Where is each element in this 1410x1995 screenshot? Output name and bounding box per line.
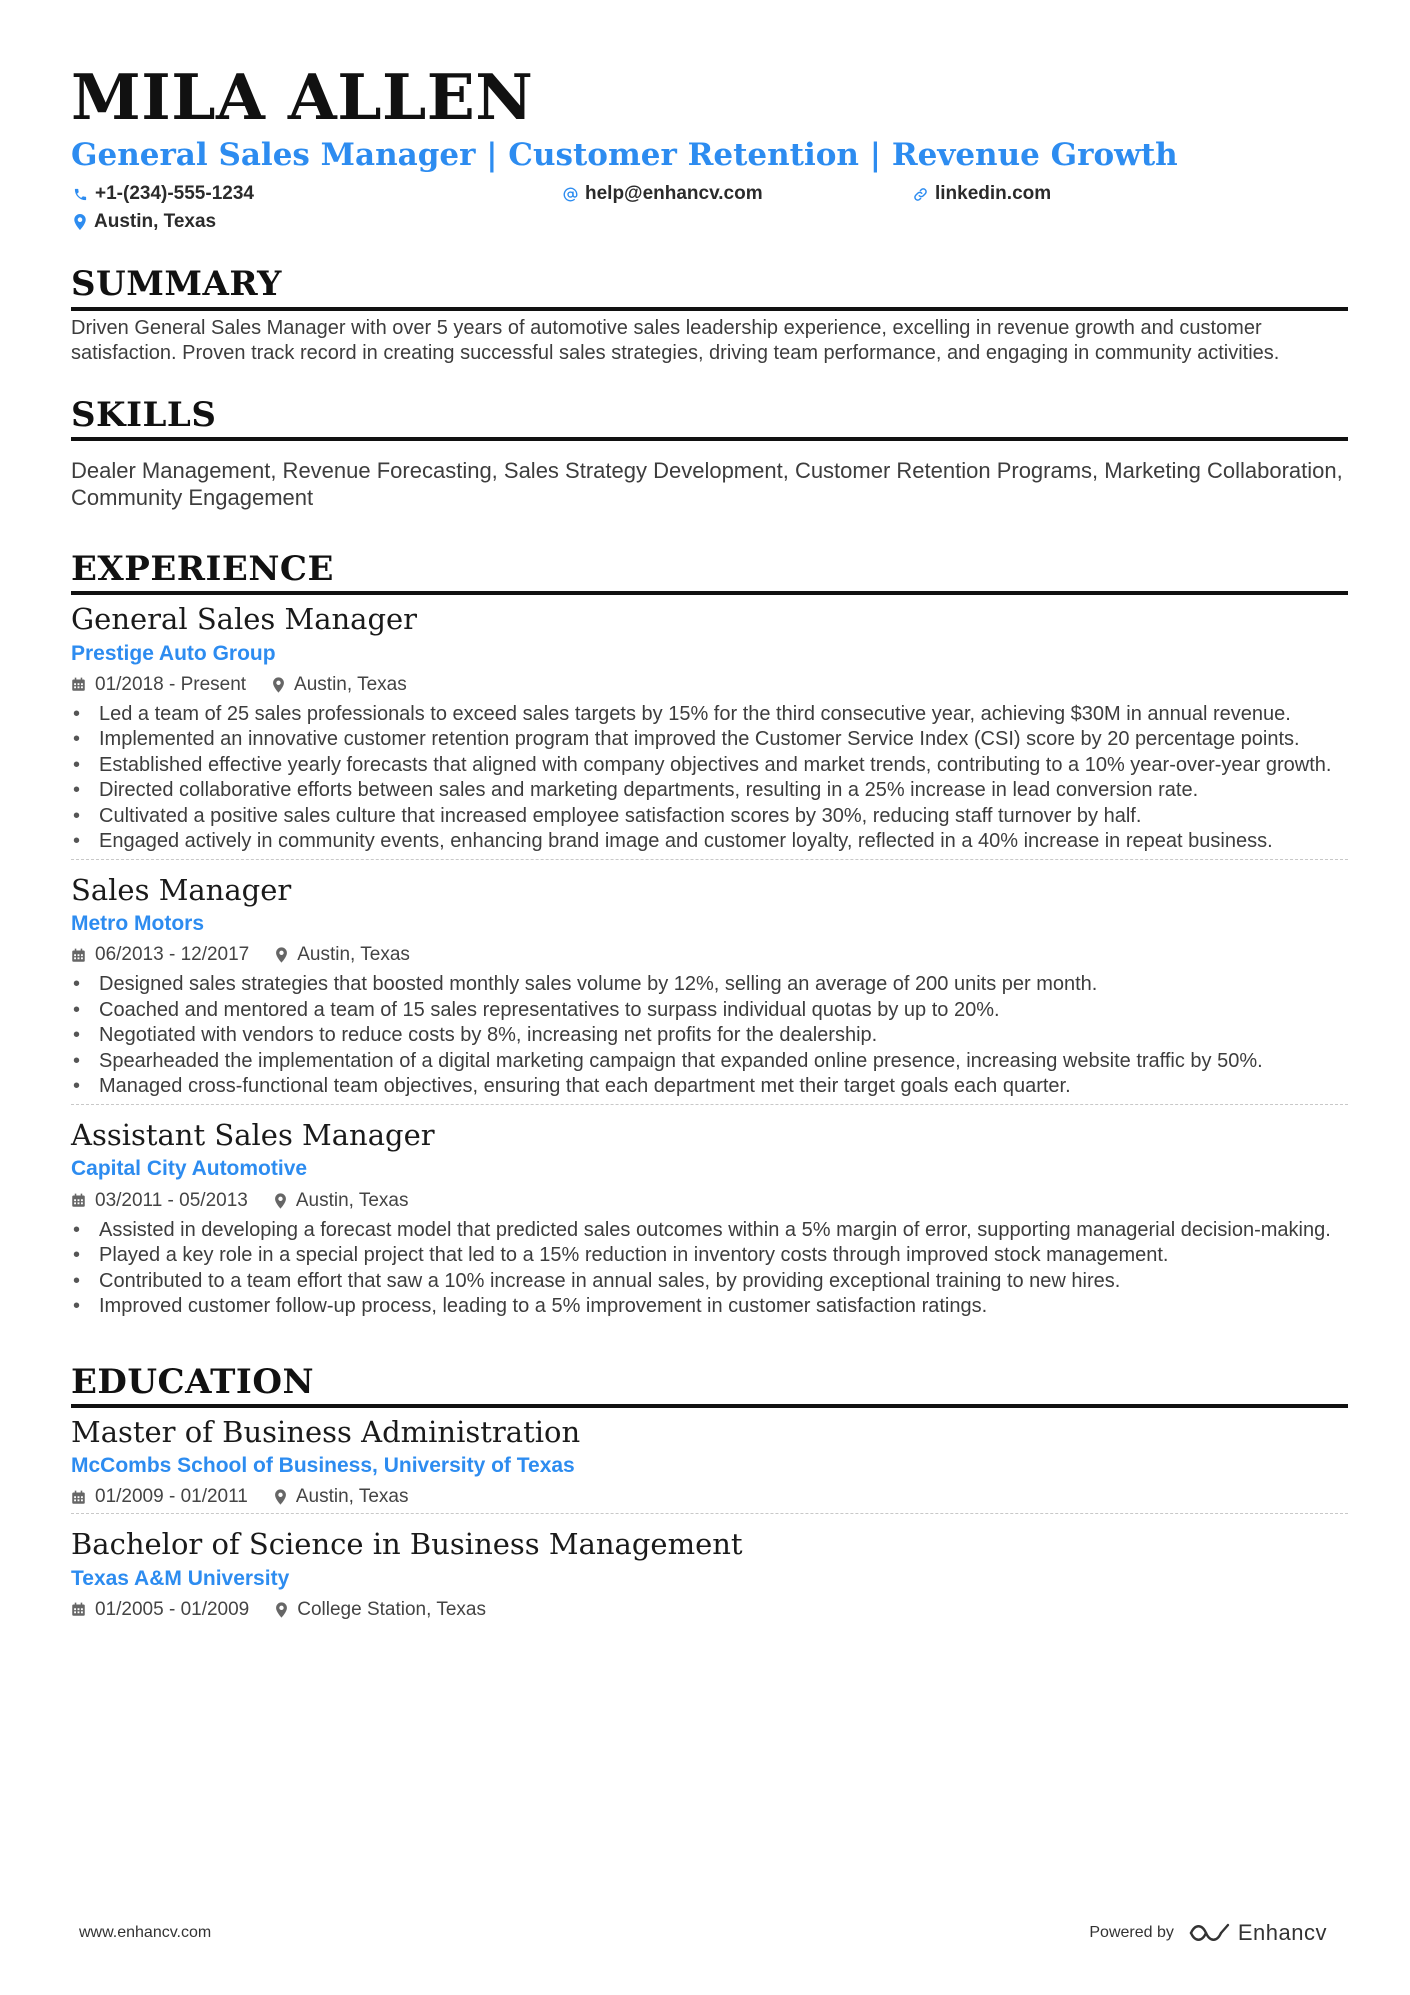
company-name: Prestige Auto Group [71,641,276,665]
location-row [71,208,1348,236]
job-dates: 06/2013 - 12/2017 [71,943,249,967]
experience-entry [71,859,1348,1104]
job-dates: 01/2018 - Present [71,673,246,697]
job-bullets [71,1218,1348,1320]
map-pin-icon [73,214,87,230]
email-text[interactable]: help@enhancv.com [585,183,763,205]
summary-section [71,266,1348,366]
brand-name: Enhancv [1237,1920,1327,1945]
powered-by-label: Powered by [1089,1924,1174,1941]
job-meta [71,943,1348,967]
calendar-icon [71,677,86,692]
contact-linkedin[interactable] [913,180,1051,208]
bullet-item: • Engaged actively in community events, enhancing brand image and customer loyalty, reflected in a 40% increase in repeat business. [71,829,1348,855]
bullet-item: • Spearheaded the implementation of a digital marketing campaign that expanded online presence, increasing website traffic by 50%. [71,1049,1348,1075]
bullet-item: • Managed cross-functional team objectives, ensuring that each department met their target goals each quarter. [71,1074,1348,1100]
contact-email[interactable] [493,180,913,208]
job-bullets [71,702,1348,855]
map-pin-icon [275,947,288,963]
phone-text: +1-(234)-555-1234 [95,183,254,205]
at-sign-icon [563,187,578,202]
bullet-item: • Assisted in developing a forecast model that predicted sales outcomes within a 5% margin of error, supporting managerial decision-making. [71,1218,1348,1244]
contact-location [71,208,493,236]
bullet-item: • Played a key role in a special project that led to a 15% reduction in inventory costs through improved stock management. [71,1243,1348,1269]
job-meta [71,1189,1348,1213]
education-location: College Station, Texas [275,1598,486,1622]
skills-title: SKILLS [71,397,1348,441]
job-title: Sales Manager [71,872,292,907]
map-pin-icon [274,1489,287,1505]
map-pin-icon [272,677,285,693]
education-meta [71,1485,1348,1509]
degree-title: Master of Business Administration [71,1414,581,1449]
calendar-icon [71,1602,86,1617]
education-meta [71,1598,1348,1622]
job-title: General Sales Manager [71,602,418,637]
education-dates: 01/2005 - 01/2009 [71,1598,249,1622]
headline: General Sales Manager | Customer Retention | Revenue Growth [71,137,1178,173]
education-title: EDUCATION [71,1364,1348,1408]
enhancv-logo-icon [1188,1921,1232,1945]
education-dates: 01/2009 - 01/2011 [71,1485,248,1509]
phone-icon [73,187,88,202]
education-location: Austin, Texas [274,1485,409,1509]
company-name: Capital City Automotive [71,1157,308,1181]
candidate-name: MILA ALLEN [71,60,534,134]
bullet-item: • Established effective yearly forecasts that aligned with company objectives and market trends, contributing to a 10% year-over-year growth. [71,753,1348,779]
skills-section [71,394,1348,511]
bullet-item: • Improved customer follow-up process, leading to a 5% improvement in customer satisfaction ratings. [71,1294,1348,1320]
job-dates: 03/2011 - 05/2013 [71,1189,248,1213]
job-bullets [71,972,1348,1100]
contact-row [71,180,1348,208]
enhancv-logo[interactable] [1188,1920,1327,1946]
resume-header [71,60,1348,236]
page-footer [79,1920,1327,1946]
experience-section [71,548,1348,1324]
map-pin-icon [275,1602,288,1618]
bullet-item: • Directed collaborative efforts between sales and marketing departments, resulting in a 25% increase in lead conversion rate. [71,778,1348,804]
calendar-icon [71,1490,86,1505]
experience-entry [71,601,1348,859]
degree-title: Bachelor of Science in Business Management [71,1527,743,1562]
experience-title: EXPERIENCE [71,551,1348,595]
calendar-icon [71,1193,86,1208]
job-meta [71,673,1348,697]
powered-by [1089,1920,1327,1946]
contact-phone [71,180,493,208]
job-title: Assistant Sales Manager [71,1117,435,1152]
summary-text: Driven General Sales Manager with over 5 years of automotive sales leadership experience, excelling in revenue growth and customer satisfaction. Proven track record in creating successful sales strategies, driving team performance, and engaging in community activities. [71,316,1280,365]
education-section [71,1361,1348,1626]
skills-text: Dealer Management, Revenue Forecasting, Sales Strategy Development, Customer Retention Programs, Marketing Collaboration, Community Engagement [71,457,1343,510]
education-entry [71,1414,1348,1514]
bullet-item: • Designed sales strategies that boosted monthly sales volume by 12%, selling an average of 200 units per month. [71,972,1348,998]
education-entry [71,1513,1348,1626]
job-location: Austin, Texas [275,943,410,967]
school-name: Texas A&M University [71,1566,290,1590]
job-location: Austin, Texas [272,673,407,697]
company-name: Metro Motors [71,912,204,936]
job-location: Austin, Texas [274,1189,409,1213]
bullet-item: • Cultivated a positive sales culture that increased employee satisfaction scores by 30%, reducing staff turnover by half. [71,804,1348,830]
map-pin-icon [274,1193,287,1209]
link-icon [913,187,928,202]
experience-entry [71,1104,1348,1324]
calendar-icon [71,948,86,963]
bullet-item: • Coached and mentored a team of 15 sales representatives to surpass individual quotas by up to 20%. [71,998,1348,1024]
footer-website[interactable]: www.enhancv.com [79,1924,212,1941]
bullet-item: • Contributed to a team effort that saw a 10% increase in annual sales, by providing exceptional training to new hires. [71,1269,1348,1295]
summary-title: SUMMARY [71,266,1348,310]
bullet-item: • Negotiated with vendors to reduce costs by 8%, increasing net profits for the dealership. [71,1023,1348,1049]
bullet-item: • Implemented an innovative customer retention program that improved the Customer Service Index (CSI) score by 20 percentage points. [71,727,1348,753]
location-text: Austin, Texas [94,211,217,233]
linkedin-text[interactable]: linkedin.com [935,183,1052,205]
school-name: McCombs School of Business, University of Texas [71,1454,575,1478]
bullet-item: • Led a team of 25 sales professionals to exceed sales targets by 15% for the third consecutive year, achieving $30M in annual revenue. [71,702,1348,728]
